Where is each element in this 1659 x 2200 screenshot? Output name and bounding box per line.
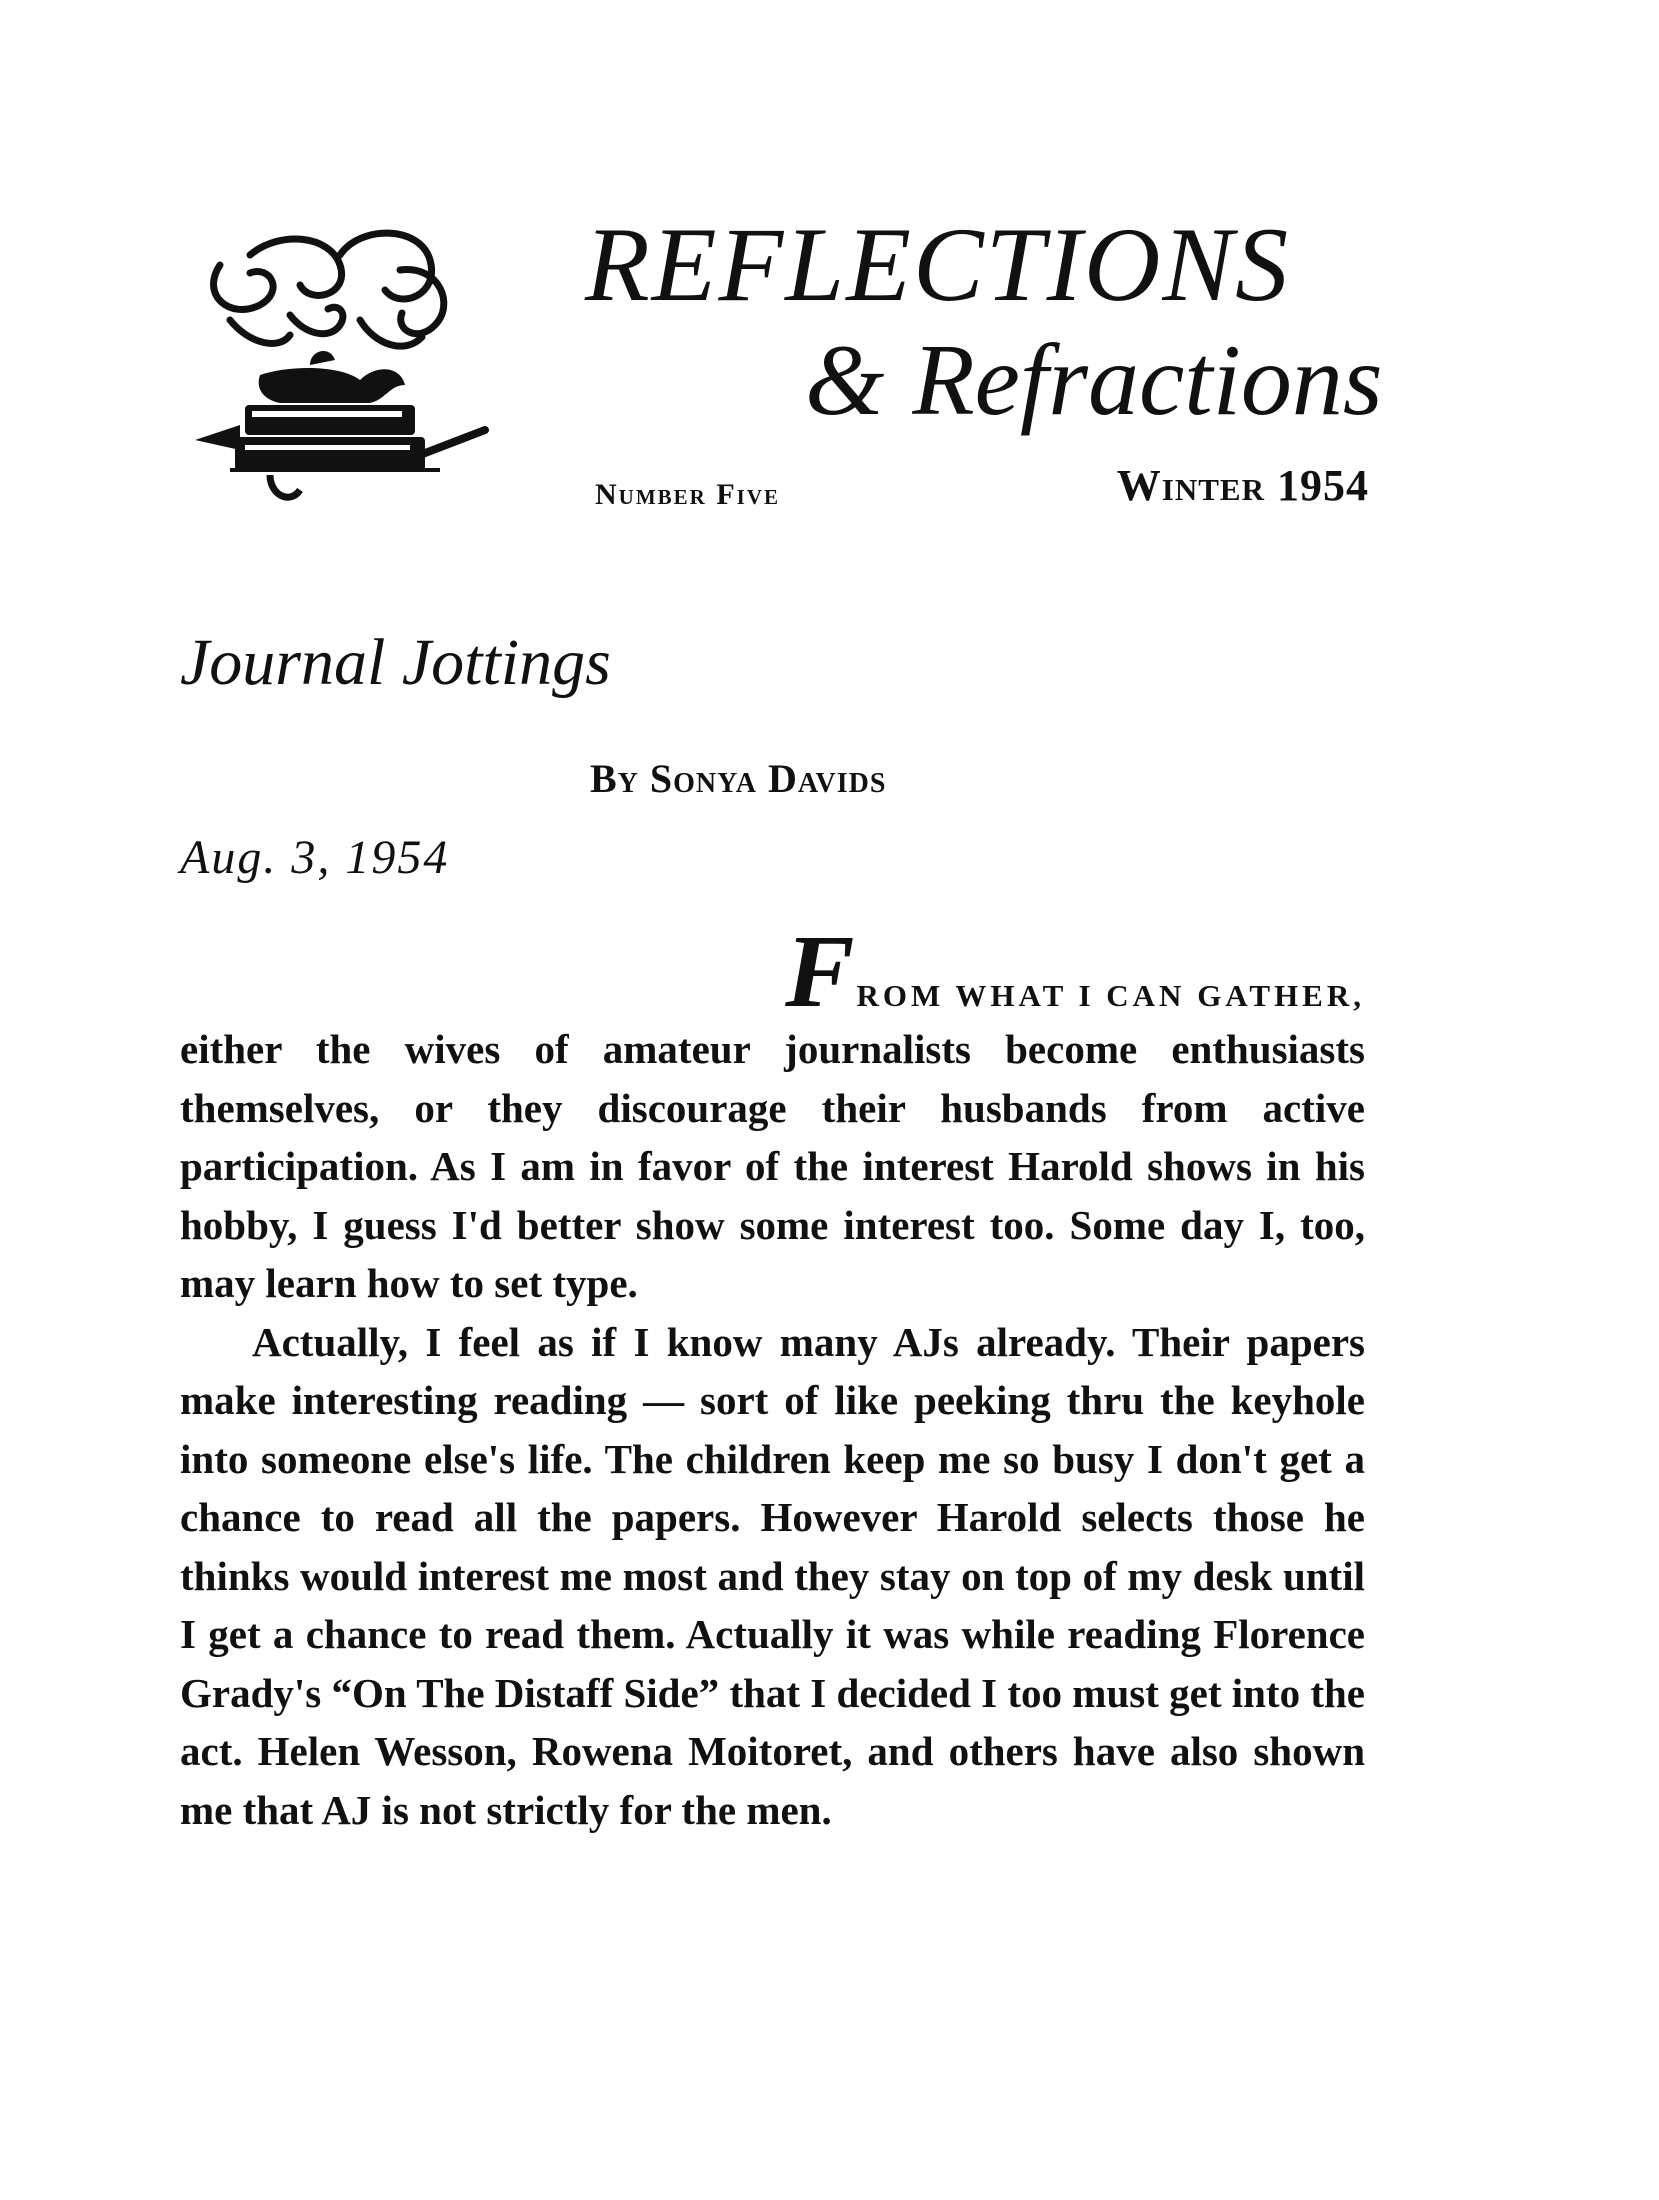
lead-small-caps: ROM WHAT I CAN GATHER, (856, 978, 1365, 1013)
masthead-subtitle (805, 324, 1383, 437)
paragraph-2: Actually, I feel as if I know many AJs already. Their papers make interesting reading — sort of like peeking thru the keyhole into someone else's life. The children keep me so busy I don't get a chance to read all the papers. However Harold selects those he thinks would interest me most and they stay on top of my desk until I get a chance to read them. Actually it was while reading Florence Grady's “On The Distaff Side” that I decided I too must get into the act. Helen Wesson, Rowena Moitoret, and others have also shown me that AJ is not strictly for the men. (180, 1318, 1365, 1833)
article-date: Aug. 3, 1954 (180, 831, 450, 884)
issue-season: Winter 1954 (1116, 461, 1369, 510)
lead-line (745, 914, 1365, 1029)
drop-cap: F (785, 914, 855, 1029)
paragraph-1: either the wives of amateur journalists become enthusiasts themselves, or they discourage their husbands from active participation. As I am in favor of the interest Harold shows in his hobby, I guess I'd better show some interest too. Some day I, too, may learn how to set type. (180, 1026, 1365, 1306)
masthead-ampersand: & (805, 324, 885, 437)
masthead-title: REFLECTIONS (585, 206, 1291, 323)
genie-lamp-on-books-icon (190, 225, 490, 515)
article-body (180, 1020, 1365, 1839)
article-title: Journal Jottings (180, 626, 611, 699)
article-byline: By Sonya Davids (590, 756, 887, 801)
masthead-subtitle-text: Refractions (912, 324, 1383, 437)
issue-number: Number Five (595, 478, 781, 511)
